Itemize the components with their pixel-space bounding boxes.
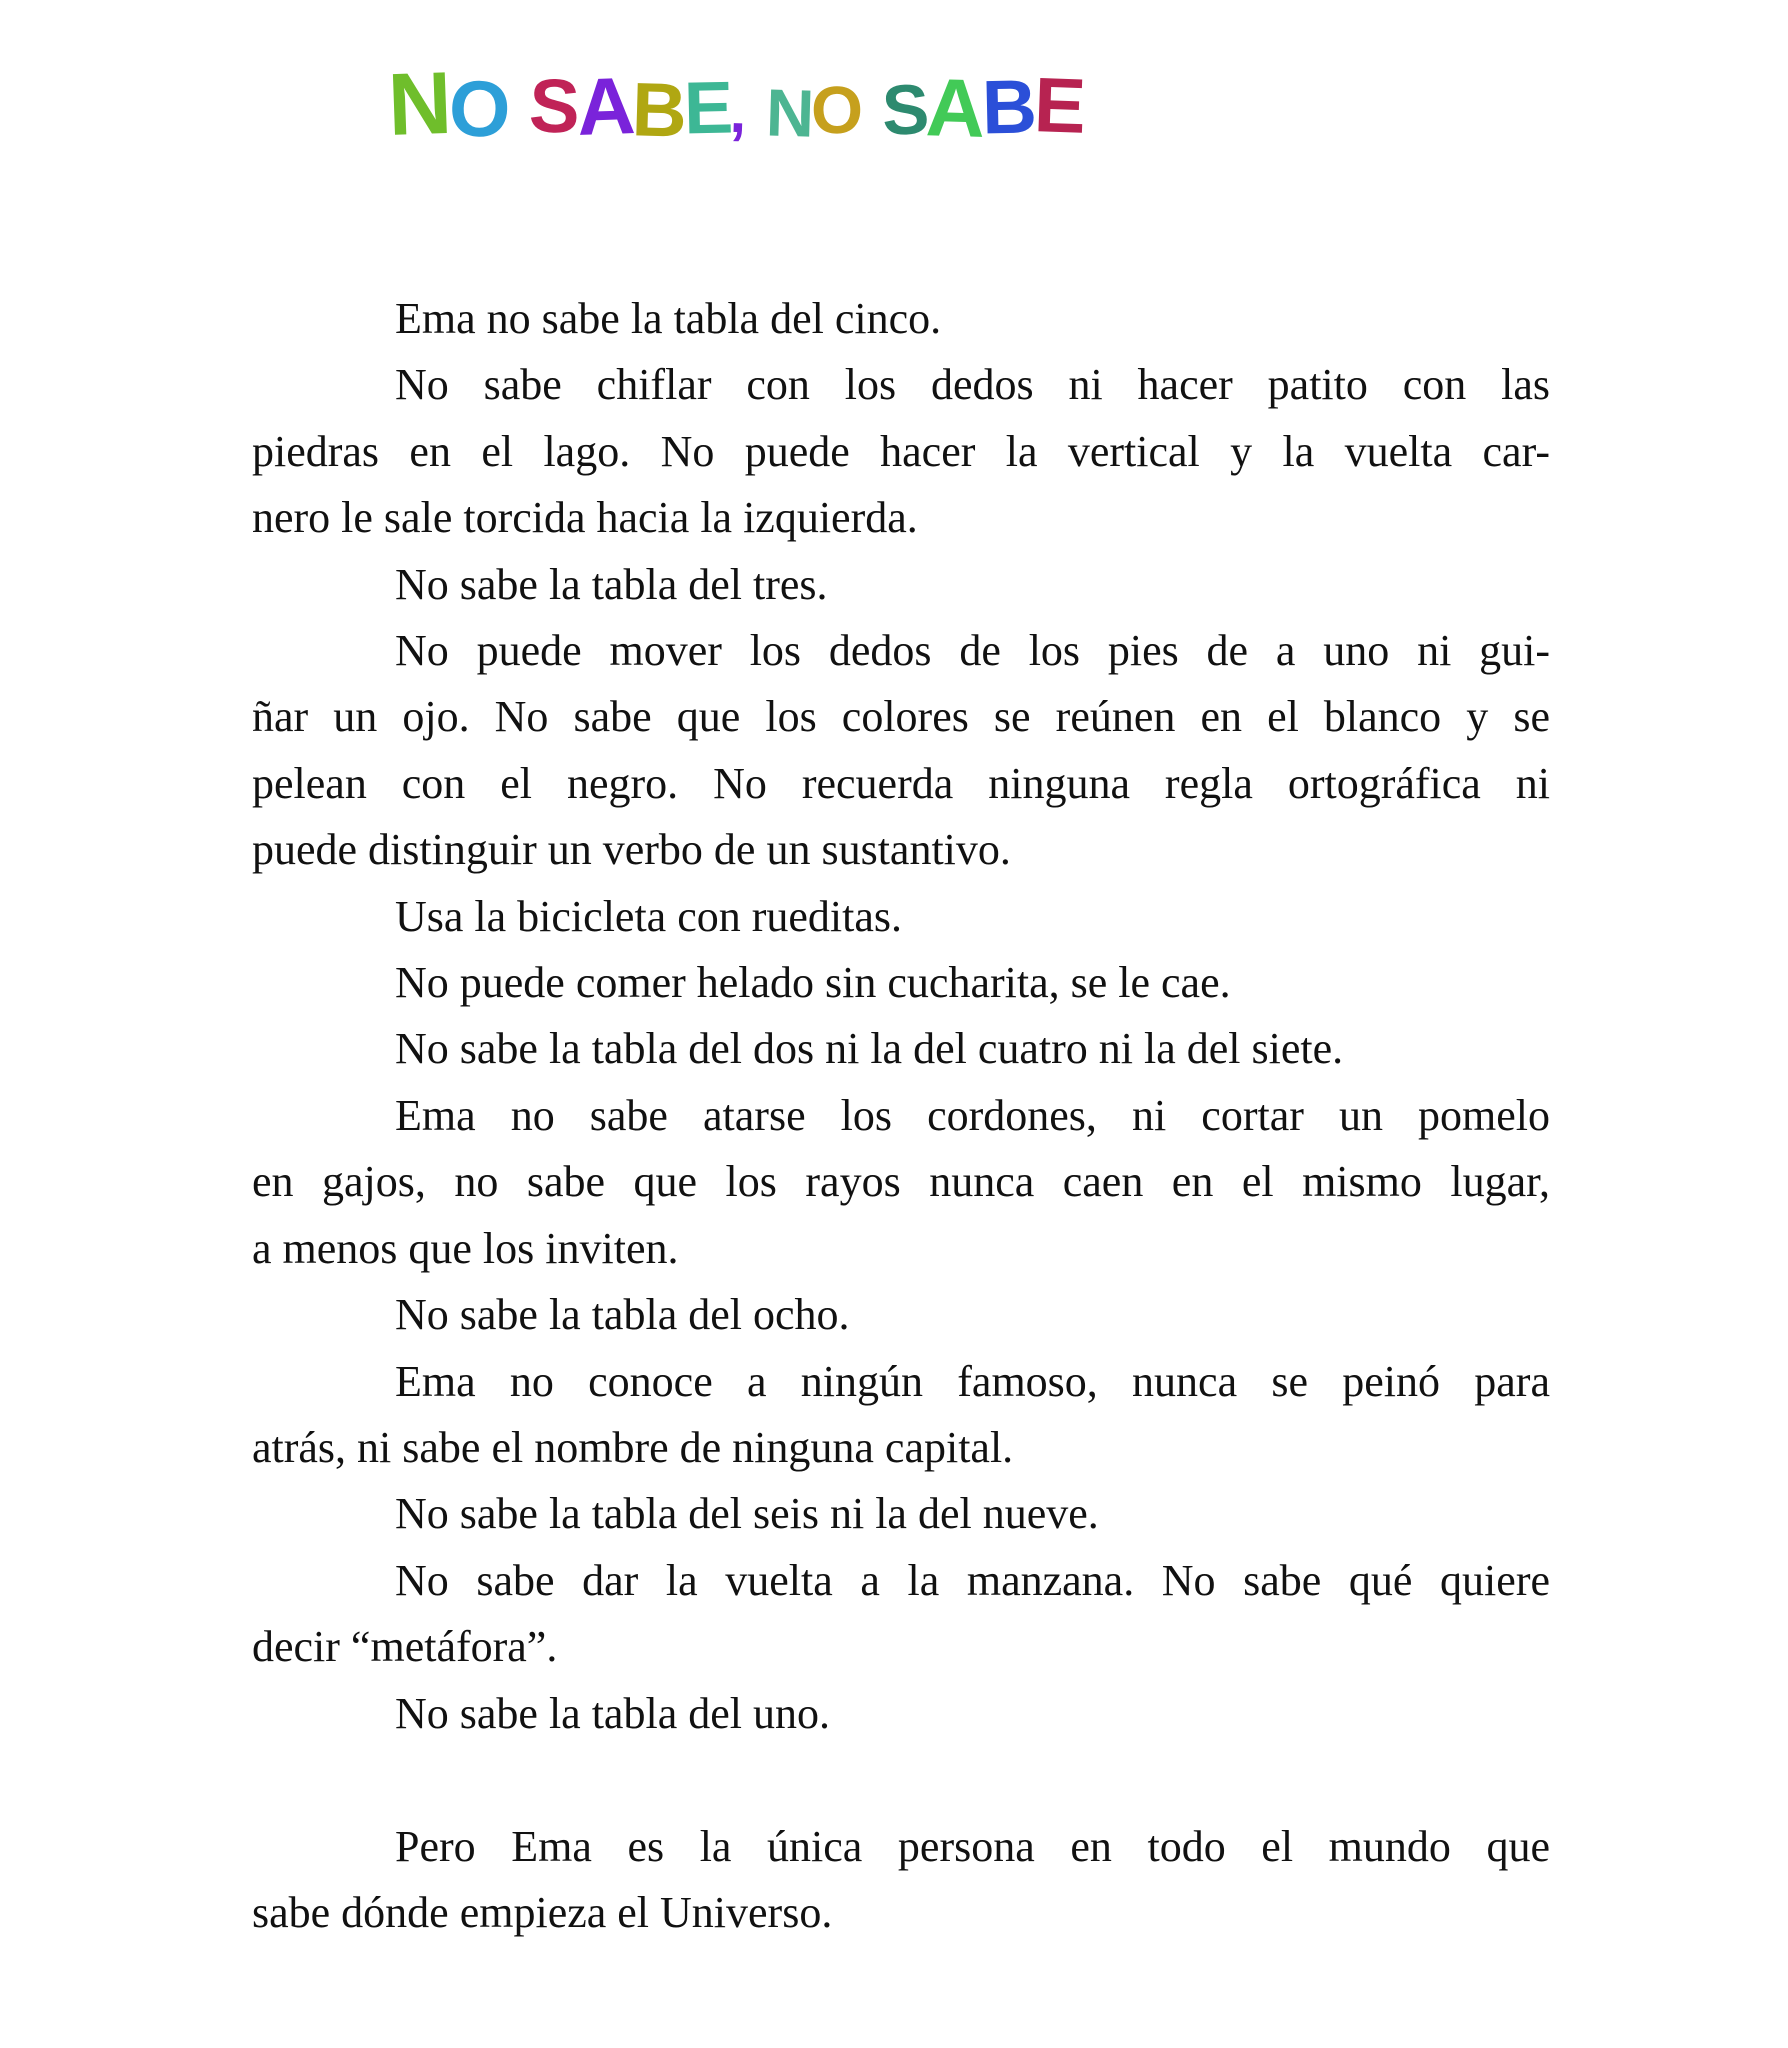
text-line: sabe dónde empieza el Universo.	[252, 1888, 833, 1938]
text-line: pelean con el negro. No recuerda ninguna regla ortográfica ni	[252, 758, 1550, 808]
paragraph	[252, 1282, 1550, 1348]
paragraph	[252, 1016, 1550, 1082]
text-line: Ema no sabe atarse los cordones, ni cortar un pomelo	[395, 1090, 1550, 1140]
text-line: Ema no sabe la tabla del cinco.	[395, 294, 942, 343]
paragraph	[252, 352, 1550, 551]
title-letter: S	[527, 63, 579, 150]
paragraph	[252, 1814, 1550, 1947]
text-line: Pero Ema es la única persona en todo el mundo que	[395, 1821, 1550, 1871]
text-line: No sabe la tabla del ocho.	[395, 1290, 850, 1340]
text-line: No sabe dar la vuelta a la manzana. No sabe qué quiere	[395, 1555, 1550, 1605]
title-letter: S	[880, 69, 928, 150]
text-line: puede distinguir un verbo de un sustantivo.	[252, 825, 1011, 875]
title-letter: N	[764, 75, 812, 152]
text-line: a menos que los inviten.	[252, 1223, 679, 1273]
text-line: No sabe la tabla del tres.	[395, 559, 828, 609]
title-letter: ,	[728, 77, 745, 146]
text-line: No sabe la tabla del seis ni la del nueve.	[395, 1489, 1099, 1539]
paragraph	[252, 1548, 1550, 1681]
text-line: Ema no conoce a ningún famoso, nunca se peinó para	[395, 1356, 1550, 1406]
title-letter: O	[810, 72, 861, 149]
text-line: No sabe la tabla del dos ni la del cuatro ni la del siete.	[395, 1024, 1344, 1074]
title-letter: A	[575, 61, 634, 153]
paragraph	[252, 286, 1550, 352]
text-line: piedras en el lago. No puede hacer la vertical y la vuelta car-	[252, 426, 1550, 476]
text-line: atrás, ni sabe el nombre de ninguna capital.	[252, 1422, 1014, 1472]
text-line: No puede comer helado sin cucharita, se le cae.	[395, 958, 1231, 1008]
title-letter: E	[683, 65, 731, 150]
paragraph	[252, 1681, 1550, 1747]
text-line: No sabe chiflar con los dedos ni hacer patito con las	[395, 360, 1550, 410]
text-line: nero le sale torcida hacia la izquierda.	[252, 493, 918, 543]
title-letter: E	[1032, 62, 1085, 150]
paragraph	[252, 1083, 1550, 1282]
text-line: No sabe la tabla del uno.	[395, 1688, 830, 1738]
paragraph	[252, 618, 1550, 884]
title-letter: N	[386, 52, 451, 155]
title-letter: A	[924, 62, 984, 155]
text-line: decir “metáfora”.	[252, 1622, 558, 1672]
page-title	[388, 46, 1083, 176]
text-line: No puede mover los dedos de los pies de a uno ni gui-	[395, 626, 1550, 676]
title-letter: B	[981, 64, 1036, 151]
paragraph	[252, 884, 1550, 950]
paragraph	[252, 1481, 1550, 1547]
text-line: en gajos, no sabe que los rayos nunca caen en el mismo lugar,	[252, 1157, 1550, 1207]
paragraph	[252, 950, 1550, 1016]
title-letter: O	[447, 63, 509, 154]
title-letter: B	[630, 67, 686, 154]
text-line: Usa la bicicleta con rueditas.	[395, 891, 903, 941]
body-text	[252, 286, 1550, 1947]
paragraph	[252, 1349, 1550, 1482]
paragraph	[252, 552, 1550, 618]
text-line: ñar un ojo. No sabe que los colores se reúnen en el blanco y se	[252, 692, 1550, 742]
